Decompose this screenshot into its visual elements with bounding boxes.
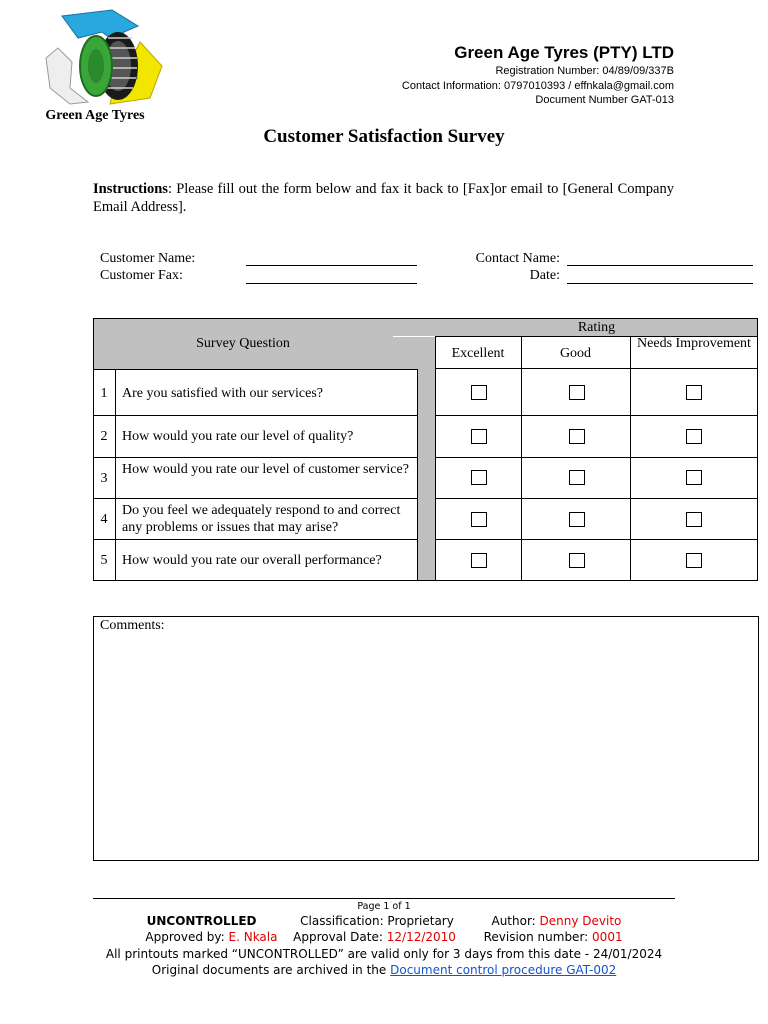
- question-text: How would you rate our level of customer service?: [122, 462, 409, 477]
- comments-label: Comments:: [100, 618, 165, 633]
- good-header: Good: [559, 346, 592, 361]
- customer-name-label: Customer Name:: [100, 251, 196, 266]
- q2-needs-improvement-checkbox[interactable]: [686, 429, 702, 444]
- survey-question-header: Survey Question: [196, 336, 290, 351]
- q1-good-checkbox[interactable]: [569, 385, 585, 400]
- page-number: Page 1 of 1: [357, 901, 411, 912]
- q3-excellent-checkbox[interactable]: [471, 470, 487, 485]
- comments-input[interactable]: [100, 637, 754, 859]
- q4-needs-improvement-checkbox[interactable]: [686, 512, 702, 527]
- registration-number: Registration Number: 04/89/09/337B: [495, 65, 674, 77]
- row-line-1: [93, 415, 418, 416]
- document-control-link[interactable]: Document control procedure GAT-002: [390, 963, 617, 977]
- company-name: Green Age Tyres (PTY) LTD: [454, 43, 674, 62]
- num-divider: [115, 369, 116, 581]
- approval-date: 12/12/2010: [386, 930, 456, 944]
- needs-improvement-header: Needs Improvement: [637, 336, 751, 351]
- approved-label: Approved by:: [145, 930, 225, 944]
- question-number: 2: [100, 429, 108, 444]
- question-number: 1: [100, 386, 108, 401]
- author-label: Author:: [491, 914, 536, 928]
- question-number: 5: [100, 553, 108, 568]
- row-line-2b: [435, 457, 758, 458]
- uncontrolled-label: UNCONTROLLED: [146, 914, 257, 928]
- comments-box: [93, 616, 759, 861]
- q4-excellent-checkbox[interactable]: [471, 512, 487, 527]
- excellent-header: Excellent: [451, 346, 505, 361]
- approved-by: E. Nkala: [228, 930, 278, 944]
- recycle-tyre-logo-icon: [40, 8, 165, 108]
- date-label: Date:: [529, 268, 560, 283]
- question-number: 4: [100, 512, 108, 527]
- survey-table: [93, 318, 758, 581]
- author-name: Denny Devito: [539, 914, 622, 928]
- question-text: How would you rate our overall performance?: [122, 553, 382, 568]
- row-line-2: [93, 457, 418, 458]
- contact-name-field[interactable]: [567, 265, 753, 266]
- logo-caption: Green Age Tyres: [45, 108, 145, 123]
- instructions: [93, 181, 674, 216]
- contact-name-label: Contact Name:: [475, 251, 560, 266]
- revision-label: Revision number:: [483, 930, 589, 944]
- archive-text: Original documents are archived in the: [151, 963, 387, 977]
- q2-excellent-checkbox[interactable]: [471, 429, 487, 444]
- company-logo: [40, 8, 165, 108]
- col-divider-1: [521, 336, 522, 581]
- footer-line-2: [93, 930, 675, 945]
- question-number: 3: [100, 471, 108, 486]
- customer-fax-label: Customer Fax:: [100, 268, 183, 283]
- q1-needs-improvement-checkbox[interactable]: [686, 385, 702, 400]
- footer-rule: [93, 898, 675, 899]
- instructions-label: Instructions: [93, 181, 168, 197]
- company-header: [402, 42, 674, 108]
- q4-good-checkbox[interactable]: [569, 512, 585, 527]
- contact-information: Contact Information: 0797010393 / effnkala@gmail.com: [401, 79, 674, 92]
- q5-excellent-checkbox[interactable]: [471, 553, 487, 568]
- row-line-3: [93, 498, 418, 499]
- question-text: Are you satisfied with our services?: [122, 386, 323, 401]
- page-title: Customer Satisfaction Survey: [263, 126, 505, 147]
- row-line-4b: [435, 539, 758, 540]
- customer-fax-field[interactable]: [246, 283, 417, 284]
- q3-good-checkbox[interactable]: [569, 470, 585, 485]
- row-line-1b: [435, 415, 758, 416]
- document-number: Document Number GAT-013: [535, 94, 674, 106]
- revision-number: 0001: [592, 930, 623, 944]
- archive-note: [93, 963, 675, 978]
- q1-excellent-checkbox[interactable]: [471, 385, 487, 400]
- col-divider-0: [435, 369, 436, 581]
- question-text: How would you rate our level of quality?: [122, 429, 354, 444]
- question-text: Do you feel we adequately respond to and correct any problems or issues that may arise?: [122, 503, 401, 535]
- date-field[interactable]: [567, 283, 753, 284]
- validity-note: All printouts marked “UNCONTROLLED” are valid only for 3 days from this date - 24/01/2024: [105, 947, 663, 961]
- q5-good-checkbox[interactable]: [569, 553, 585, 568]
- classification: Classification: Proprietary: [300, 914, 454, 928]
- q5-needs-improvement-checkbox[interactable]: [686, 553, 702, 568]
- approval-date-label: Approval Date:: [293, 930, 383, 944]
- customer-name-field[interactable]: [246, 265, 417, 266]
- q2-good-checkbox[interactable]: [569, 429, 585, 444]
- row-line-3b: [435, 498, 758, 499]
- rating-header: Rating: [577, 320, 616, 335]
- q3-needs-improvement-checkbox[interactable]: [686, 470, 702, 485]
- instructions-text: : Please fill out the form below and fax it back to [Fax]or email to [General Company Email Address].: [93, 181, 674, 215]
- col-divider-2: [630, 336, 631, 581]
- footer-line-1: [93, 914, 675, 929]
- row-line-4: [93, 539, 418, 540]
